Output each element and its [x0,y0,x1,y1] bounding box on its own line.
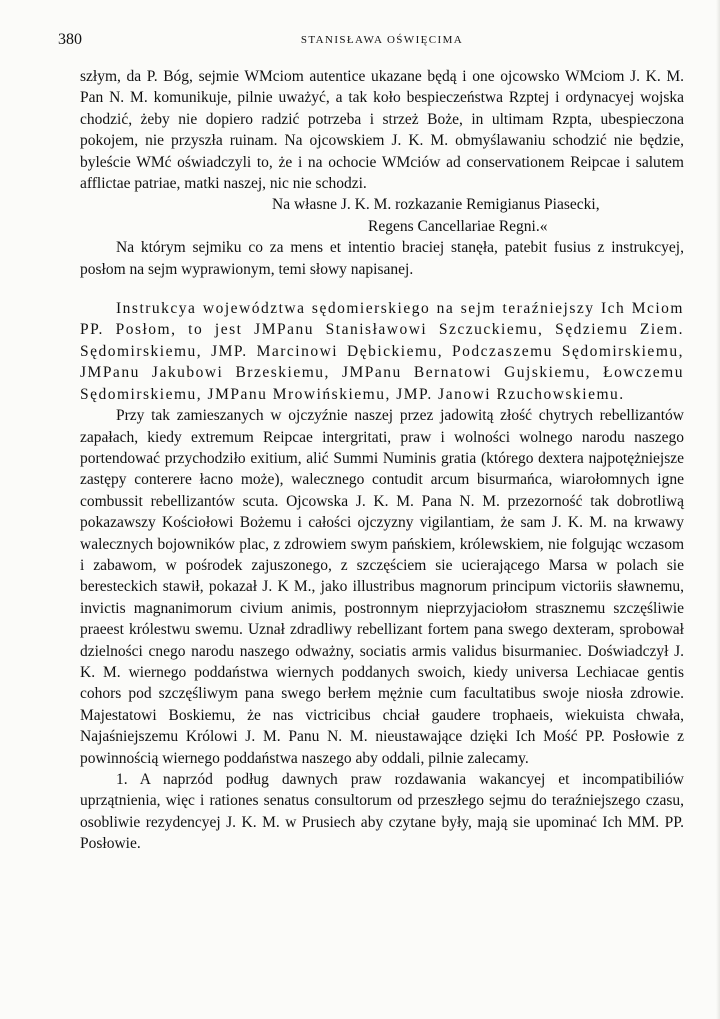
scan-edge [716,0,720,1019]
page-header [58,28,684,52]
signature-block [272,194,684,237]
paragraph-point-1: 1. A naprzód podług dawnych praw rozdawania wakancyej et incompatibiliów uprzątnienia, więc i rationes senatus consultorum od przeszłego sejmu do teraźniejszego czasu, osobliwie rezydencyej J. K. M. w Prusiech aby czytane były, mają sie upominać Ich MM. PP. Posłowie. [80,771,684,853]
paragraph-continuation: szłym, da P. Bóg, sejmie WMciom autentice ukazane będą i one ojcowsko WMciom J. K. M. Pan N. M. komunikuje, pilnie uważyć, a tak koło bespieczeństwa Rzptej i ordynacyej wojska chodzić, żeby nie dopiero radzić potrzeba i strzeż Boże, in ultimam Rzpta, ubespieczona pokojem, nie przyszła ruinam. Na ojcowskiem J. K. M. obmyślawaniu schodzić nie będzie, byleście WMć oświadczyli to, że i na ochocie WMciów ad conservationem Reipcae i salutem afflictae patriae, matki naszej, nic nie schodzi. [80,68,684,193]
paragraph-instrukcya-heading: Instrukcya województwa sędomierskiego na sejm teraźniejszy Ich Mciom PP. Posłom, to jest JMPanu Stanisławowi Szczuckiemu, Sędziemu Ziem. Sędomirskiemu, JMP. Marcinowi Dębickiemu, Podczaszemu Sędomirskiemu, JMPanu Jakubowi Brzeskiemu, JMPanu Bernatowi Gujskiemu, Łowczemu Sędomirskiemu, JMPanu Mrowińskiemu, JMP. Janowi Rzuchowskiemu. [80,300,684,403]
document-page [58,28,684,855]
page-number: 380 [58,31,82,48]
paragraph-sejmik: Na którym sejmiku co za mens et intentio braciej stanęła, patebit fusius z instrukcyej, posłom na sejm wyprawionym, temi słowy napisanej. [80,239,684,278]
signature-line-2: Regens Cancellariae Regni.« [368,217,548,235]
signature-line-1: Na własne J. K. M. rozkazanie Remigianus Piasecki, [272,196,600,214]
paragraph-main-text: Przy tak zamieszanych w ojczyźnie naszej przez jadowitą złość chytrych rebellizantów zapałach, kiedy extremum Reipcae intergritati, praw i wolności wolnego narodu naszego portendować przychodziło exitium, alić Summi Numinis gratia (którego dextera najpotężniejsze zastępy conterere łacno może), walecznego contudit arcum bisurmańca, wiarołomnych igne combussit rebellizantów scuta. Ojcowska J. K. M. Pana N. M. przezorność tak dobrotliwą pokazawszy Kościołowi Bożemu i całości ojczyzny vigilantiam, że sam J. K. M. na krwawy walecznych bojowników plac, z zdrowiem swym pańskiem, królewskiem, nie folgując wczasom i zabawom, w pośrodek zajuszonego, z szczęściem sie ucierającego Marsa w polach sie beresteckich stawił, pokazał J. K M., jako illustribus magnorum principum victoriis sławnemu, invictis magnanimorum civium animis, postronnym nieprzyjaciołom strasznemu szczęśliwie praeest królestwu swemu. Uznał zdradliwy rebellizant fortem pana swego dexteram, sprobował dzielności cnego narodu naszego odważny, sociatis armis validus bisurmaniec. Doświadczył J. K. M. wiernego poddaństwa wiernych poddanych swoich, kiedy universa Lechiacae gentis cohors pod szczęśliwym pana swego berłem mężnie cum facultatibus swoje niosła zdrowie. Majestatowi Boskiemu, że nas victricibus chciał gaudere trophaeis, wiekuista chwała, Najaśniejszemu Królowi J. M. Panu N. M. nieustawające dzięki Ich Mość PP. Posłowie z powinnością wiernego poddaństwa naszego aby oddali, pilnie zalecamy. [80,407,684,767]
document-body [80,66,684,855]
running-title: STANISŁAWA OŚWIĘCIMA [300,34,464,46]
